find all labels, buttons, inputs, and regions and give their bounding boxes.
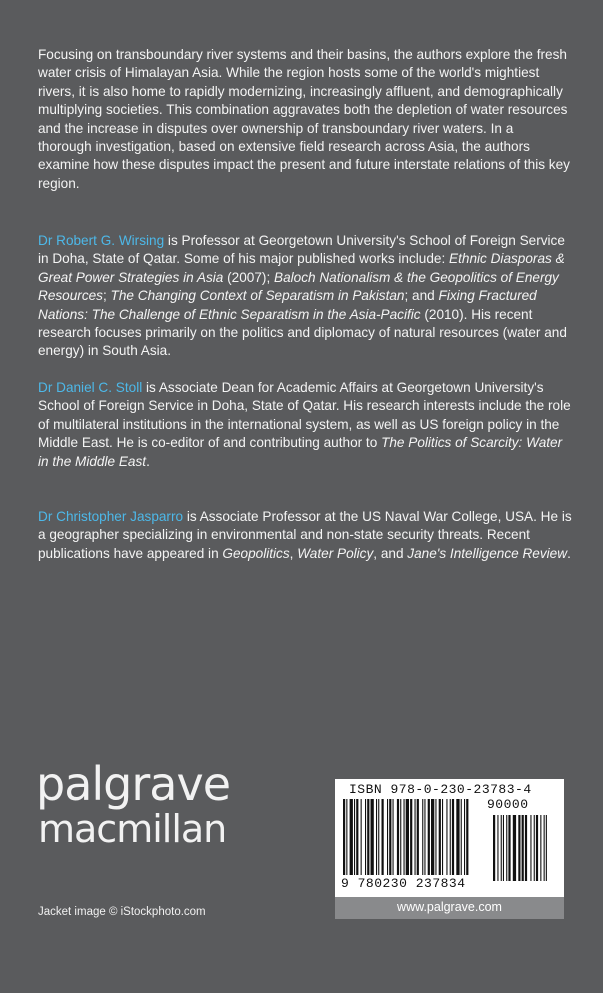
- bio-text: .: [567, 545, 571, 561]
- bio-text: is Associate Professor at the US Naval War College, USA. He is a geographer specializing in environmental and non-state security threats. Recent publications have appeared in: [38, 509, 572, 561]
- author-name: Dr Robert G. Wirsing: [38, 233, 165, 248]
- bio-text: ,: [289, 545, 298, 561]
- ean-digits: 9 780230 237834: [341, 876, 466, 891]
- publication-title: Water Policy: [297, 545, 374, 561]
- publication-title: The Changing Context of Separatism in Pakistan: [110, 288, 405, 304]
- publication-title: Jane's Intelligence Review: [407, 545, 568, 561]
- bio-text: .: [146, 453, 150, 469]
- publication-title: The Politics of Scarcity: Water in the Middle East: [38, 435, 563, 469]
- publication-title: Baloch Nationalism & the Geopolitics of Energy Resources: [38, 269, 559, 304]
- publisher-logo-line2: macmillan: [38, 807, 227, 851]
- isbn-label: ISBN 978-0-230-23783-4: [349, 782, 532, 797]
- publisher-logo-line1: palgrave: [36, 757, 230, 811]
- jacket-image-credit: Jacket image © iStockphoto.com: [38, 906, 206, 918]
- publisher-logo: [36, 757, 230, 851]
- author-name: Dr Christopher Jasparro: [38, 509, 184, 524]
- bio-text: is Associate Dean for Academic Affairs at Georgetown University's School of Foreign Service in Doha, State of Qatar. His research interests include the role of multilateral institutions in the international system, as well as US foreign policy in the Middle East. He is co-editor of and contributing author to: [38, 380, 571, 451]
- price-code: 90000: [487, 797, 529, 812]
- publication-title: Fixing Fractured Nations: The Challenge of Ethnic Separatism in the Asia-Pacific: [38, 288, 537, 322]
- bio-text: is Professor at Georgetown University's School of Foreign Service in Doha, State of Qatar. Some of his major published works include:: [38, 233, 565, 267]
- isbn-barcode: [335, 779, 564, 897]
- author-bio-stoll: [38, 379, 572, 471]
- bio-text: ;: [102, 288, 111, 304]
- bio-text: (2007);: [223, 269, 274, 285]
- author-bio-jasparro: [38, 508, 572, 563]
- bio-text: (2010). His recent research focuses primarily on the politics and diplomacy of natural resources (water and energy) in South Asia.: [38, 306, 567, 359]
- bio-text: , and: [373, 545, 408, 561]
- author-bio-wirsing: [38, 232, 572, 361]
- bio-text: ; and: [404, 288, 439, 304]
- publisher-website: www.palgrave.com: [335, 897, 564, 919]
- author-name: Dr Daniel C. Stoll: [38, 380, 143, 395]
- publication-title: Geopolitics: [222, 545, 290, 561]
- publication-title: Ethnic Diasporas & Great Power Strategies in Asia: [38, 251, 565, 285]
- book-description: Focusing on transboundary river systems and their basins, the authors explore the fresh water crisis of Himalayan Asia. While the region hosts some of the world's mightiest rivers, it is also home to rapidly modernizing, increasingly affluent, and demographically multiplying societies. This combination aggravates both the depletion of water resources and the increase in disputes over ownership of transboundary river waters. In a thorough investigation, based on extensive field research across Asia, the authors examine how these disputes impact the present and future interstate relations of this key region.: [38, 47, 570, 191]
